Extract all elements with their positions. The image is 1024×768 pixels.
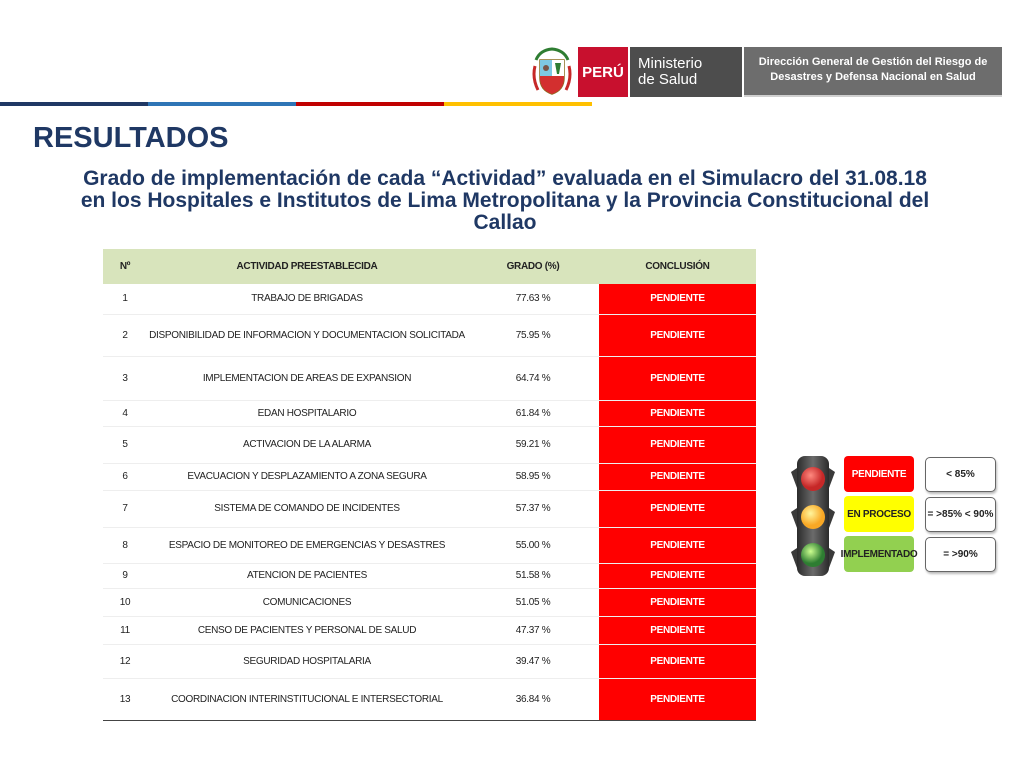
cell-conclusion: PENDIENTE <box>599 588 756 616</box>
table-header-row <box>103 249 756 284</box>
table-row <box>103 563 756 588</box>
cell-number: 7 <box>103 490 147 527</box>
table-row <box>103 426 756 463</box>
cell-actividad: SISTEMA DE COMANDO DE INCIDENTES <box>147 490 467 527</box>
divider-segment <box>296 102 444 106</box>
cell-conclusion: PENDIENTE <box>599 426 756 463</box>
cell-grado: 59.21 % <box>467 426 599 463</box>
table-row <box>103 588 756 616</box>
legend-en-proceso-label: EN PROCESO <box>844 496 914 532</box>
cell-number: 3 <box>103 356 147 400</box>
table-body <box>103 284 756 720</box>
cell-conclusion: PENDIENTE <box>599 678 756 720</box>
table-row <box>103 490 756 527</box>
cell-number: 12 <box>103 644 147 678</box>
cell-conclusion: PENDIENTE <box>599 400 756 426</box>
legend-pendiente-range: < 85% <box>925 457 996 492</box>
peru-label: PERÚ <box>578 47 630 97</box>
cell-grado: 64.74 % <box>467 356 599 400</box>
divider-segment <box>0 102 148 106</box>
cell-conclusion: PENDIENTE <box>599 314 756 356</box>
cell-grado: 51.05 % <box>467 588 599 616</box>
cell-grado: 36.84 % <box>467 678 599 720</box>
cell-conclusion: PENDIENTE <box>599 563 756 588</box>
coat-of-arms-icon <box>530 45 574 99</box>
cell-actividad: COORDINACION INTERINSTITUCIONAL E INTERSECTORIAL <box>147 678 467 720</box>
cell-actividad: ATENCION DE PACIENTES <box>147 563 467 588</box>
cell-number: 1 <box>103 284 147 314</box>
cell-actividad: TRABAJO DE BRIGADAS <box>147 284 467 314</box>
table-row <box>103 616 756 644</box>
cell-grado: 77.63 % <box>467 284 599 314</box>
legend-pendiente-label: PENDIENTE <box>844 456 914 492</box>
ministerio-logo <box>530 45 1002 99</box>
cell-actividad: DISPONIBILIDAD DE INFORMACION Y DOCUMENTACION SOLICITADA <box>147 314 467 356</box>
cell-actividad: EDAN HOSPITALARIO <box>147 400 467 426</box>
cell-number: 13 <box>103 678 147 720</box>
ministerio-line1: Ministerio <box>638 55 703 72</box>
table-row <box>103 527 756 563</box>
table-row <box>103 284 756 314</box>
table-row <box>103 644 756 678</box>
cell-conclusion: PENDIENTE <box>599 616 756 644</box>
header-actividad: ACTIVIDAD PREESTABLECIDA <box>147 249 467 284</box>
cell-conclusion: PENDIENTE <box>599 527 756 563</box>
legend-en-proceso-range: = >85% < 90% <box>925 497 996 532</box>
ministerio-line2: de Salud <box>638 71 698 88</box>
cell-grado: 55.00 % <box>467 527 599 563</box>
cell-number: 9 <box>103 563 147 588</box>
header-number: Nº <box>103 249 147 284</box>
cell-actividad: ACTIVACION DE LA ALARMA <box>147 426 467 463</box>
cell-number: 6 <box>103 463 147 490</box>
cell-conclusion: PENDIENTE <box>599 356 756 400</box>
cell-actividad: IMPLEMENTACION DE AREAS DE EXPANSION <box>147 356 467 400</box>
cell-number: 5 <box>103 426 147 463</box>
cell-conclusion: PENDIENTE <box>599 463 756 490</box>
cell-actividad: EVACUACION Y DESPLAZAMIENTO A ZONA SEGURA <box>147 463 467 490</box>
table-row <box>103 463 756 490</box>
header-conclusion: CONCLUSIÓN <box>599 249 756 284</box>
cell-grado: 51.58 % <box>467 563 599 588</box>
legend-implementado-label: IMPLEMENTADO <box>844 536 914 572</box>
direccion-label: Dirección General de Gestión del Riesgo de Desastres y Defensa Nacional en Salud <box>744 47 1002 97</box>
page-title: RESULTADOS <box>33 122 229 154</box>
cell-grado: 75.95 % <box>467 314 599 356</box>
cell-grado: 58.95 % <box>467 463 599 490</box>
table-row <box>103 314 756 356</box>
cell-actividad: SEGURIDAD HOSPITALARIA <box>147 644 467 678</box>
cell-conclusion: PENDIENTE <box>599 644 756 678</box>
table-row <box>103 356 756 400</box>
cell-conclusion: PENDIENTE <box>599 490 756 527</box>
table-row <box>103 678 756 720</box>
cell-grado: 47.37 % <box>467 616 599 644</box>
cell-actividad: CENSO DE PACIENTES Y PERSONAL DE SALUD <box>147 616 467 644</box>
table-row <box>103 400 756 426</box>
results-table <box>103 249 756 721</box>
cell-actividad: ESPACIO DE MONITOREO DE EMERGENCIAS Y DESASTRES <box>147 527 467 563</box>
header-divider <box>0 102 592 106</box>
divider-segment <box>148 102 296 106</box>
traffic-light-icon <box>789 454 837 578</box>
cell-number: 8 <box>103 527 147 563</box>
cell-conclusion: PENDIENTE <box>599 284 756 314</box>
cell-number: 10 <box>103 588 147 616</box>
cell-grado: 57.37 % <box>467 490 599 527</box>
cell-number: 11 <box>103 616 147 644</box>
ministerio-label <box>630 47 742 97</box>
cell-number: 2 <box>103 314 147 356</box>
cell-grado: 39.47 % <box>467 644 599 678</box>
legend-implementado-range: = >90% <box>925 537 996 572</box>
cell-actividad: COMUNICACIONES <box>147 588 467 616</box>
cell-number: 4 <box>103 400 147 426</box>
cell-grado: 61.84 % <box>467 400 599 426</box>
page-subtitle: Grado de implementación de cada “Actividad” evaluada en el Simulacro del 31.08.18 en los Hospitales e Institutos de Lima Metropolitana y la Provincia Constitucional del Callao <box>80 167 930 234</box>
divider-segment <box>444 102 592 106</box>
header-grado: GRADO (%) <box>467 249 599 284</box>
